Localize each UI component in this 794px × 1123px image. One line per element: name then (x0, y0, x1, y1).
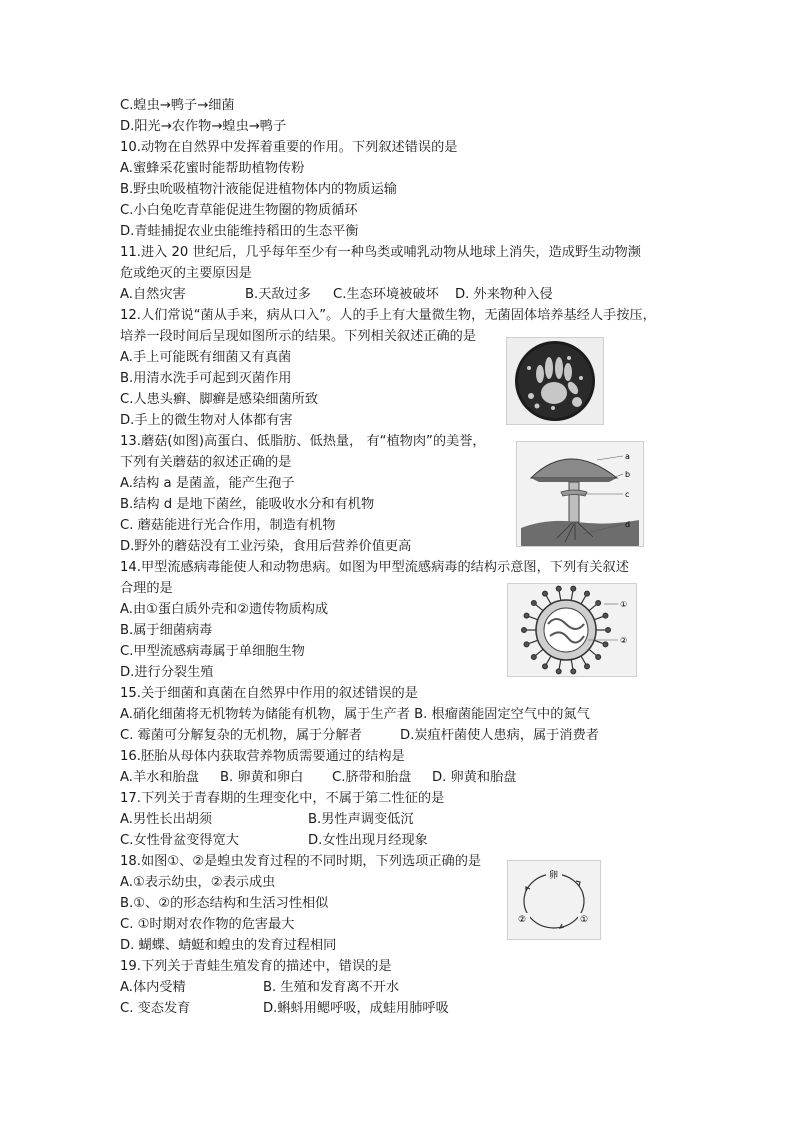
locust-cycle-figure (507, 860, 601, 940)
q19-option-d: D.蝌蚪用鳃呼吸，成蛙用肺呼吸 (263, 1001, 449, 1016)
q10-option-b: B.野虫吮吸植物汁液能促进植物体内的物质运输 (120, 182, 397, 197)
mushroom-label-b: b (625, 470, 631, 479)
cycle-label-2: ② (518, 915, 527, 925)
q15-option-c: C. 霉菌可分解复杂的无机物，属于分解者 (120, 728, 362, 743)
q9-option-d: D.阳光→农作物→蝗虫→鸭子 (120, 119, 287, 134)
q10-stem: 10.动物在自然界中发挥着重要的作用。下列叙述错误的是 (120, 140, 458, 155)
q18-option-c: C. ①时期对农作物的危害最大 (120, 917, 295, 932)
q14-option-c: C.甲型流感病毒属于单细胞生物 (120, 644, 305, 659)
q18-option-d: D. 蝴蝶、蜻蜓和蝗虫的发育过程相同 (120, 938, 337, 953)
virus-label-1: ① (620, 600, 628, 609)
q13-option-d: D.野外的蘑菇没有工业污染，食用后营养价值更高 (120, 539, 412, 554)
q12-option-b: B.用清水洗手可起到灭菌作用 (120, 371, 292, 386)
q13-stem-line1: 13.蘑菇(如图)高蛋白、低脂肪、低热量， 有“植物肉”的美誉， (120, 434, 486, 449)
q19-option-b: B. 生殖和发育离不开水 (263, 980, 400, 995)
virus-spike-head (524, 642, 529, 647)
q19-option-c: C. 变态发育 (120, 1001, 191, 1016)
mushroom-label-a: a (625, 452, 630, 461)
cycle-label-egg: 卵 (549, 871, 559, 881)
virus-spike-head (596, 601, 601, 606)
virus-spike-head (556, 586, 561, 591)
virus-spike-head (556, 669, 561, 674)
virus-spike-head (522, 628, 527, 633)
q16-option-a: A.羊水和胎盘 (120, 770, 199, 785)
q13-stem-line2: 下列有关蘑菇的叙述正确的是 (120, 455, 292, 470)
q18-option-b: B.①、②的形态结构和生活习性相似 (120, 896, 329, 911)
q14-option-d: D.进行分裂生殖 (120, 665, 214, 680)
hand-petri-dish-figure (506, 337, 604, 425)
q13-option-c: C. 蘑菇能进行光合作用，制造有机物 (120, 518, 336, 533)
q12-option-c: C.人患头癣、脚癣是感染细菌所致 (120, 392, 319, 407)
q18-stem: 18.如图①、②是蝗虫发育过程的不同时期，下列选项正确的是 (120, 854, 482, 869)
virus-spike-head (571, 669, 576, 674)
q14-stem-line1: 14.甲型流感病毒能使人和动物患病。如图为甲型流感病毒的结构示意图，下列有关叙述 (120, 560, 629, 575)
q15-stem: 15.关于细菌和真菌在自然界中作用的叙述错误的是 (120, 686, 418, 701)
q14-option-a: A.由①蛋白质外壳和②遗传物质构成 (120, 602, 329, 617)
virus-spike-head (571, 586, 576, 591)
q11-stem-line1: 11.进入 20 世纪后，几乎每年至少有一种鸟类或哺乳动物从地球上消失，造成野生动物濒 (120, 245, 641, 260)
q12-option-d: D.手上的微生物对人体都有害 (120, 413, 293, 428)
q9-option-c: C.蝗虫→鸭子→细菌 (120, 98, 235, 113)
q17-option-c: C.女性骨盆变得宽大 (120, 833, 239, 848)
virus-figure (507, 583, 637, 677)
q17-stem: 17.下列关于青春期的生理变化中，不属于第二性征的是 (120, 791, 445, 806)
virus-spike-head (531, 655, 536, 660)
virus-spike-head (543, 591, 548, 596)
q19-stem: 19.下列关于青蛙生殖发育的描述中，错误的是 (120, 959, 392, 974)
virus-spike-head (606, 628, 611, 633)
q15-options-ab: A.硝化细菌将无机物转为储能有机物，属于生产者 B. 根瘤菌能固定空气中的氮气 (120, 707, 590, 722)
q16-option-b: B. 卵黄和卵白 (220, 770, 304, 785)
virus-spike-head (531, 601, 536, 606)
q11-option-c: C.生态环境被破坏 (333, 287, 439, 302)
virus-spike-head (603, 613, 608, 618)
q12-stem-line1: 12.人们常说“菌从手来，病从口入”。人的手上有大量微生物，无菌固体培养基经人手按压， (120, 308, 656, 323)
q12-option-a: A.手上可能既有细菌又有真菌 (120, 350, 292, 365)
cycle-label-1: ① (580, 915, 589, 925)
q11-option-d: D. 外来物种入侵 (455, 287, 553, 302)
q14-stem-line2: 合理的是 (120, 581, 173, 596)
q11-stem-line2: 危或绝灭的主要原因是 (120, 266, 252, 281)
q11-option-b: B.天敌过多 (245, 287, 311, 302)
mushroom-label-c: c (625, 490, 630, 499)
q17-option-b: B.男性声调变低沉 (308, 812, 414, 827)
q19-option-a: A.体内受精 (120, 980, 186, 995)
virus-spike-head (596, 655, 601, 660)
q15-option-d: D.炭疽杆菌使人患病，属于消费者 (400, 728, 599, 743)
virus-spike-head (585, 664, 590, 669)
q14-option-b: B.属于细菌病毒 (120, 623, 213, 638)
q10-option-c: C.小白兔吃青草能促进生物圈的物质循环 (120, 203, 358, 218)
q13-option-b: B.结构 d 是地下菌丝，能吸收水分和有机物 (120, 497, 375, 512)
q16-option-d: D. 卵黄和胎盘 (432, 770, 517, 785)
q10-option-a: A.蜜蜂采花蜜时能帮助植物传粉 (120, 161, 305, 176)
q17-option-d: D.女性出现月经现象 (308, 833, 428, 848)
q17-option-a: A.男性长出胡须 (120, 812, 213, 827)
virus-label-2: ② (620, 636, 628, 645)
q16-option-c: C.脐带和胎盘 (332, 770, 412, 785)
q12-stem-line2: 培养一段时间后呈现如图所示的结果。下列相关叙述正确的是 (120, 329, 477, 344)
virus-spike-head (603, 642, 608, 647)
q16-stem: 16.胚胎从母体内获取营养物质需要通过的结构是 (120, 749, 405, 764)
virus-spike-head (524, 613, 529, 618)
mushroom-label-d: d (625, 520, 631, 529)
virus-spike-head (543, 664, 548, 669)
q11-option-a: A.自然灾害 (120, 287, 186, 302)
q10-option-d: D.青蛙捕捉农业虫能维持稻田的生态平衡 (120, 224, 359, 239)
mushroom-figure (516, 441, 644, 547)
q18-option-a: A.①表示幼虫，②表示成虫 (120, 875, 276, 890)
virus-spike-head (585, 591, 590, 596)
q13-option-a: A.结构 a 是菌盖，能产生孢子 (120, 476, 295, 491)
